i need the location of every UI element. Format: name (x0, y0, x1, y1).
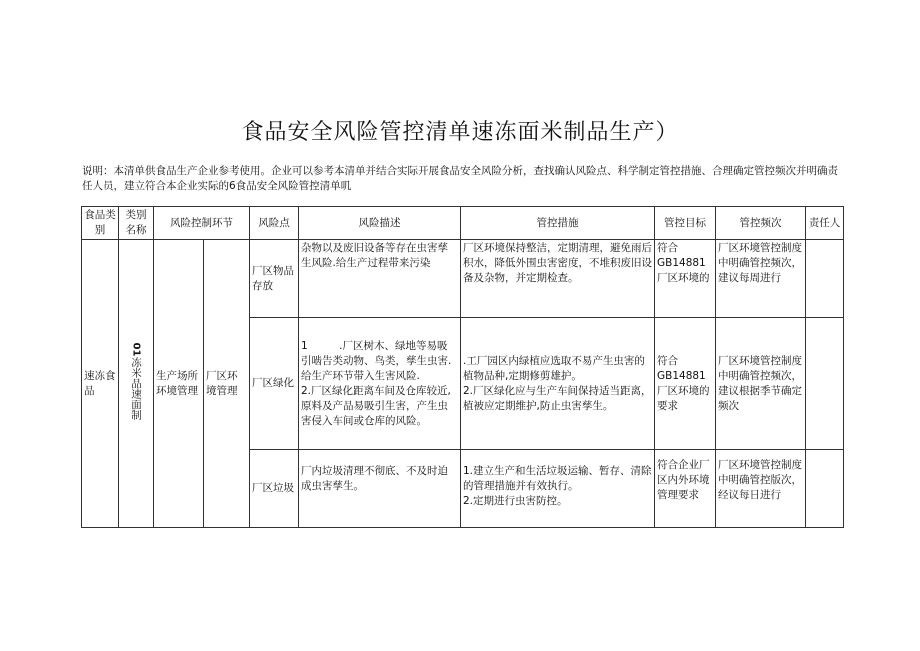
control-frequency-cell: 厂区环境管控制度中明确管控频次，建议每周进行 (716, 240, 806, 318)
responsible-cell (806, 450, 844, 528)
control-link-main-cell: 生产场所环境管理 (154, 240, 204, 528)
header-control-target: 管控目标 (655, 207, 716, 240)
control-frequency-cell: 厂区环境管控制度中明确管控版次，经议每日进行 (716, 450, 806, 528)
header-risk-point: 风险点 (250, 207, 299, 240)
risk-point-cell: 厂区物品存放 (250, 240, 299, 318)
header-control-link: 风险控制环节 (154, 207, 250, 240)
header-row (82, 207, 844, 240)
responsible-cell (806, 240, 844, 318)
control-frequency-cell: 厂区环境管控制度中明确管控频次，建议根据季节确定频次 (716, 318, 806, 450)
risk-point-cell: 厂区垃圾 (250, 450, 299, 528)
risk-point-cell: 厂区绿化 (250, 318, 299, 450)
control-target-cell: 符合GB14881厂区环境的要求 (655, 318, 716, 450)
category-code: 01 (130, 342, 142, 357)
risk-description-cell: 杂物以及废旧设备等存在虫害孳生风险.给生产过程带来污染 (299, 240, 461, 318)
responsible-cell (806, 318, 844, 450)
risk-description-cell: 厂内垃圾清理不彻底、不及时迫成虫害孳生。 (299, 450, 461, 528)
control-measures-cell: 1.建立生产和生活垃圾运输、暂存、清除的管理措施并有效执行。 2.定期进行虫害防控。 (461, 450, 655, 528)
food-category-cell: 速冻食品 (82, 240, 119, 528)
description-note: 说明：本清单供食品生产企业参考使用。企业可以参考本清单并结合实际开展食品安全风险分析，查找确认风险点、科学制定管控措施、合理确定管控频次并明确责任人员，建立符合本企业实际的6食品安全风险管控清单叽 (82, 165, 838, 192)
table-row (82, 240, 844, 318)
header-responsible: 责任人 (806, 207, 844, 240)
header-food-category: 食品类别 (82, 207, 119, 240)
risk-control-table (81, 206, 844, 528)
control-link-sub-cell: 厂区环境管理 (204, 240, 250, 528)
control-measures-cell: .工厂园区内绿植应选取不易产生虫害的植物品种,定期修剪雄护。 2.厂区绿化应与生产车间保持适当距离，植被应定期维护,防止虫害孳生。 (461, 318, 655, 450)
control-target-cell: 符合企业厂区内外环境管理要求 (655, 450, 716, 528)
header-control-frequency: 管控频次 (716, 207, 806, 240)
page-title: 食品安全风险管控清单速冻面米制品生产） (241, 120, 679, 145)
header-risk-description: 风险描述 (299, 207, 461, 240)
risk-description-cell: 1 .厂区树木、绿地等易吸引啮告类动物、鸟类，孳生虫害.给生产环节带入生害风险. 2.厂区绿化距离车间及仓库较近,原料及产品易吸引生害，产生虫害侵入车间或仓库的风险。 (299, 318, 461, 450)
control-measures-cell: 厂区环境保持整洁，定期清理，避免雨后积水，降低外围虫害密度，不堆积废旧设备及杂物，并定期检查。 (461, 240, 655, 318)
control-target-cell: 符合GB14881厂区环境的 (655, 240, 716, 318)
header-control-measures: 管控措施 (461, 207, 655, 240)
header-category-name: 类别名称 (119, 207, 154, 240)
category-name-cell (119, 240, 154, 528)
category-name: 冻米品速面制 (130, 357, 142, 420)
